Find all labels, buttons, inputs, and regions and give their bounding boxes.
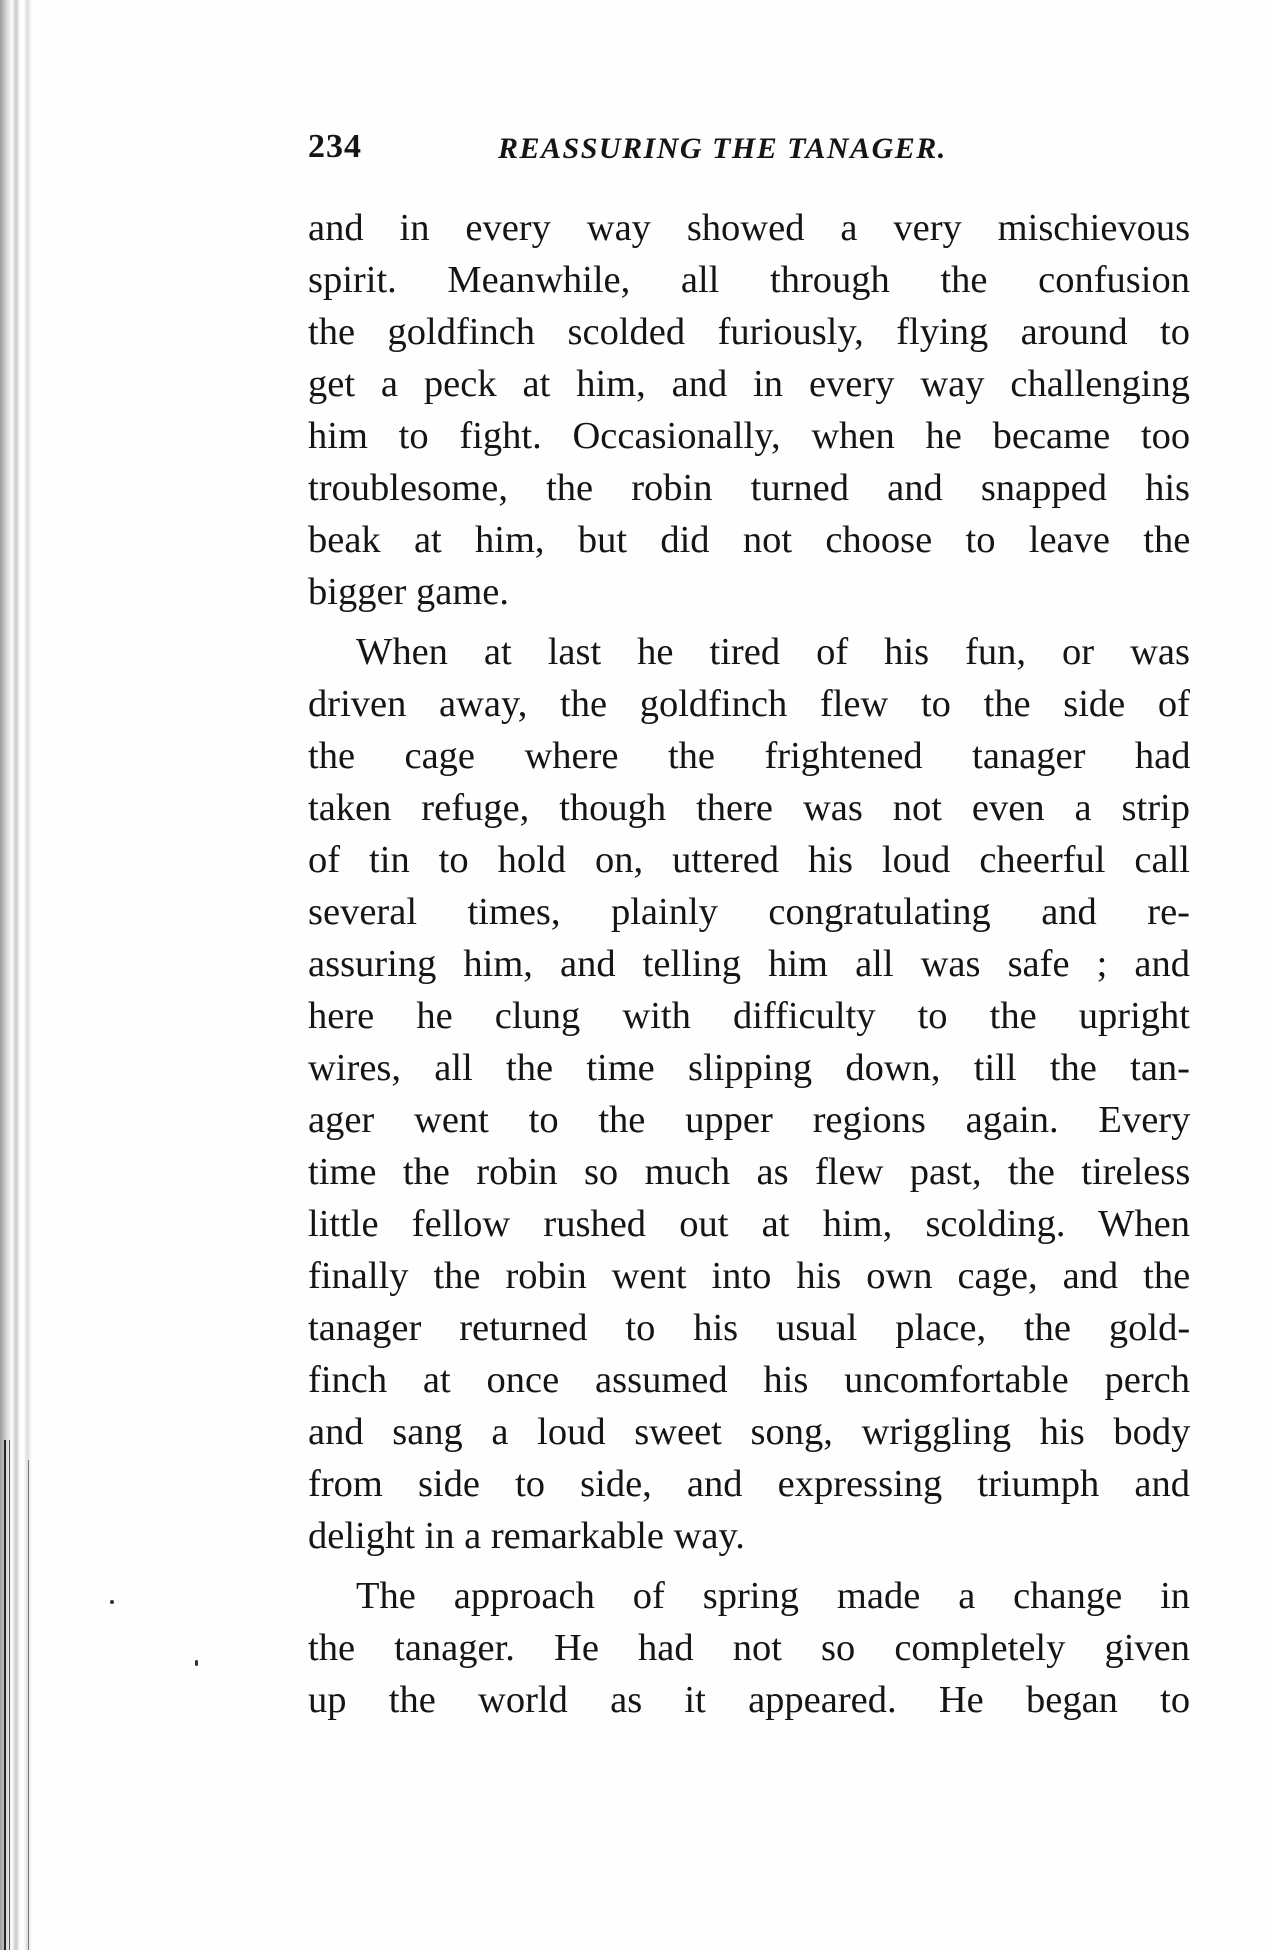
page-header xyxy=(308,128,1208,168)
page-number: 234 xyxy=(308,128,362,165)
text-line: him to fight. Occasionally, when he became too xyxy=(308,415,1191,457)
text-line: assuring him, and telling him all was safe ; and xyxy=(308,943,1190,985)
text-line: finally the robin went into his own cage, and the xyxy=(308,1255,1191,1297)
text-line: ager went to the upper regions again. Every xyxy=(308,1099,1191,1141)
text-line: When at last he tired of his fun, or was xyxy=(356,631,1190,673)
ink-speck xyxy=(110,1600,114,1604)
text-line: up the world as it appeared. He began to xyxy=(308,1679,1191,1721)
binding-edge-line xyxy=(28,1460,29,1950)
text-line: troublesome, the robin turned and snapped his xyxy=(308,467,1191,509)
text-line: several times, plainly congratulating and re- xyxy=(308,891,1190,933)
text-line: wires, all the time slipping down, till the tan- xyxy=(308,1047,1190,1089)
running-head: REASSURING THE TANAGER. xyxy=(498,132,947,165)
text-line: taken refuge, though there was not even a strip xyxy=(308,787,1190,829)
text-line: here he clung with difficulty to the upright xyxy=(308,995,1190,1037)
binding-edge-shadow xyxy=(0,0,46,1950)
binding-edge-line xyxy=(9,1440,10,1950)
text-line: from side to side, and expressing triumph and xyxy=(308,1463,1190,1505)
body-text xyxy=(308,202,1190,1734)
text-line: finch at once assumed his uncomfortable perch xyxy=(308,1359,1190,1401)
text-line: tanager returned to his usual place, the gold- xyxy=(308,1307,1191,1349)
text-line: get a peck at him, and in every way challenging xyxy=(308,363,1190,405)
text-line: driven away, the goldfinch flew to the side of xyxy=(308,683,1190,725)
text-line: bigger game. xyxy=(308,571,509,613)
binding-edge-line xyxy=(4,1440,6,1950)
text-line: time the robin so much as flew past, the tireless xyxy=(308,1151,1191,1193)
text-line: of tin to hold on, uttered his loud cheerful call xyxy=(308,839,1190,881)
ink-speck xyxy=(195,1660,198,1666)
text-line: and sang a loud sweet song, wriggling his body xyxy=(308,1411,1191,1453)
text-line: the tanager. He had not so completely given xyxy=(308,1627,1190,1669)
paragraph xyxy=(308,1570,1190,1726)
text-line: delight in a remarkable way. xyxy=(308,1515,745,1557)
text-line: The approach of spring made a change in xyxy=(356,1575,1191,1617)
paragraph xyxy=(308,202,1190,618)
paragraph xyxy=(308,626,1190,1562)
text-line: and in every way showed a very mischievous xyxy=(308,207,1191,249)
text-line: little fellow rushed out at him, scolding. When xyxy=(308,1203,1190,1245)
text-line: spirit. Meanwhile, all through the confusion xyxy=(308,259,1190,301)
text-line: beak at him, but did not choose to leave the xyxy=(308,519,1191,561)
text-line: the cage where the frightened tanager had xyxy=(308,735,1191,777)
text-line: the goldfinch scolded furiously, flying around to xyxy=(308,311,1190,353)
